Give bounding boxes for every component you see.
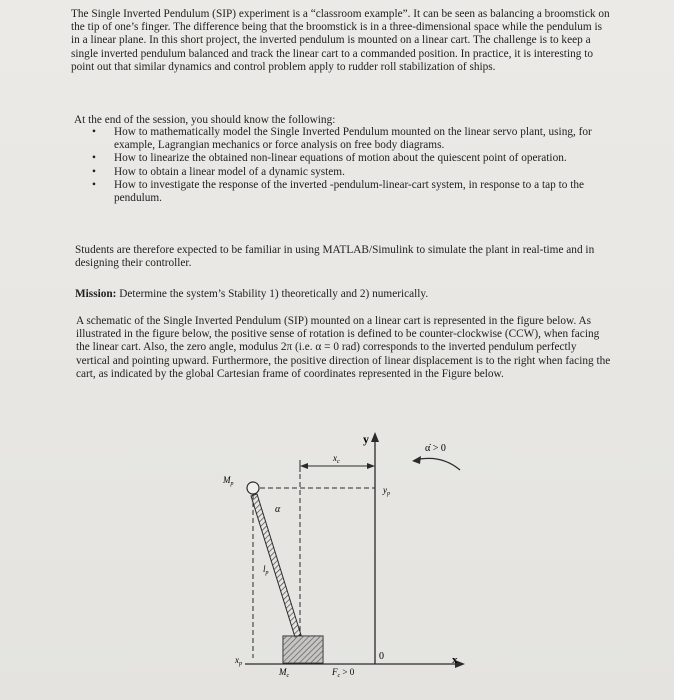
force-condition: > 0 (340, 667, 355, 677)
objective-text: How to investigate the response of the inverted -pendulum-linear-cart system, in response to a tap to the pendulum. (114, 178, 585, 205)
force-label (331, 667, 355, 679)
list-item (92, 179, 612, 205)
students-paragraph: Students are therefore expected to be familiar in using MATLAB/Simulink to simulate the plant in real-time and in designing their controller. (75, 244, 595, 270)
xp-subscript: p (239, 661, 242, 667)
cart-shade (283, 636, 323, 663)
mission-text: Determine the system’s Stability 1) theoretically and 2) numerically. (116, 288, 429, 300)
xc-label (332, 453, 340, 465)
lp-subscript: p (265, 570, 269, 576)
bullet-icon: • (92, 165, 96, 178)
list-item (92, 166, 612, 179)
origin-label: 0 (379, 651, 384, 662)
list-item (92, 126, 612, 152)
rotation-label: α̇ > 0 (425, 443, 446, 454)
objective-text: How to obtain a linear model of a dynamic system. (114, 165, 345, 178)
objectives-intro: At the end of the session, you should know the following: (74, 114, 336, 126)
mc-subscript: c (286, 673, 290, 679)
pendulum-rod (251, 494, 301, 637)
mission-label: Mission: (75, 288, 117, 300)
force-subscript: c (337, 673, 341, 679)
yp-subscript: p (387, 491, 390, 497)
pendulum-cart-figure (215, 430, 475, 695)
bullet-icon: • (92, 152, 96, 165)
y-axis-label: y (363, 432, 369, 446)
xp-symbol: x (235, 655, 239, 665)
pendulum-mass (247, 482, 259, 494)
rotation-arrow (415, 458, 460, 470)
rotation-arrowhead (412, 456, 421, 464)
objective-text: How to linearize the obtained non-linear equations of motion about the quiescent point of operation. (114, 152, 567, 165)
schematic-paragraph: A schematic of the Single Inverted Pendulum (SIP) mounted on a linear cart is represented in the figure below. As illustrated in the figure below, the positive sense of rotation is defined to be counter-clockwise (CCW), when facing the linear cart. Also, the zero angle, modulus 2π (i.e. α = 0 rad) corresponds to the inverted pendulum perfectly vertical and pointing upward. Furthermore, the positive direction of linear displacement is to the right when facing the cart, as indicated by the global Cartesian frame of coordinates represented in the Figure below. (76, 315, 611, 380)
xp-label (234, 655, 242, 667)
bullet-icon: • (92, 126, 96, 138)
mc-symbol: M (279, 667, 287, 677)
lp-symbol: l (263, 564, 266, 574)
mp-subscript: p (230, 481, 234, 487)
mission-statement (75, 288, 615, 301)
pendulum-mass-label (222, 475, 234, 487)
force-symbol: F (332, 667, 338, 677)
y-axis-arrowhead (371, 432, 379, 442)
yp-label (382, 485, 390, 497)
length-label (263, 564, 269, 576)
xc-left-arrowhead (300, 463, 308, 469)
mp-symbol: M (223, 475, 231, 485)
objective-text: How to mathematically model the Single Inverted Pendulum mounted on the linear servo plant, using, for example, Lagrangian mechanics or force analysis on free body diagrams. (114, 126, 592, 152)
xc-symbol: x (333, 453, 337, 463)
objectives-list (92, 126, 612, 205)
xc-right-arrowhead (367, 463, 375, 469)
bullet-icon: • (92, 178, 96, 191)
angle-label: α (275, 504, 281, 515)
intro-paragraph: The Single Inverted Pendulum (SIP) experiment is a “classroom example”. It can be seen as balancing a broomstick on the tip of one’s finger. The difference being that the broomstick is in a three-dimensional space while the pendulum is in a linear plane. In this short project, the inverted pendulum is mounted on a linear cart. The challenge is to keep a single inverted pendulum balanced and track the linear cart to a commanded position. In practice, it is interesting to point out that similar dynamics and control problem apply to rudder roll stabilization of ships. (71, 8, 610, 73)
list-item (92, 152, 612, 165)
cart-mass-label (278, 667, 290, 679)
xc-subscript: c (337, 459, 340, 465)
yp-symbol: y (383, 485, 387, 495)
x-axis-label: x (452, 654, 458, 666)
